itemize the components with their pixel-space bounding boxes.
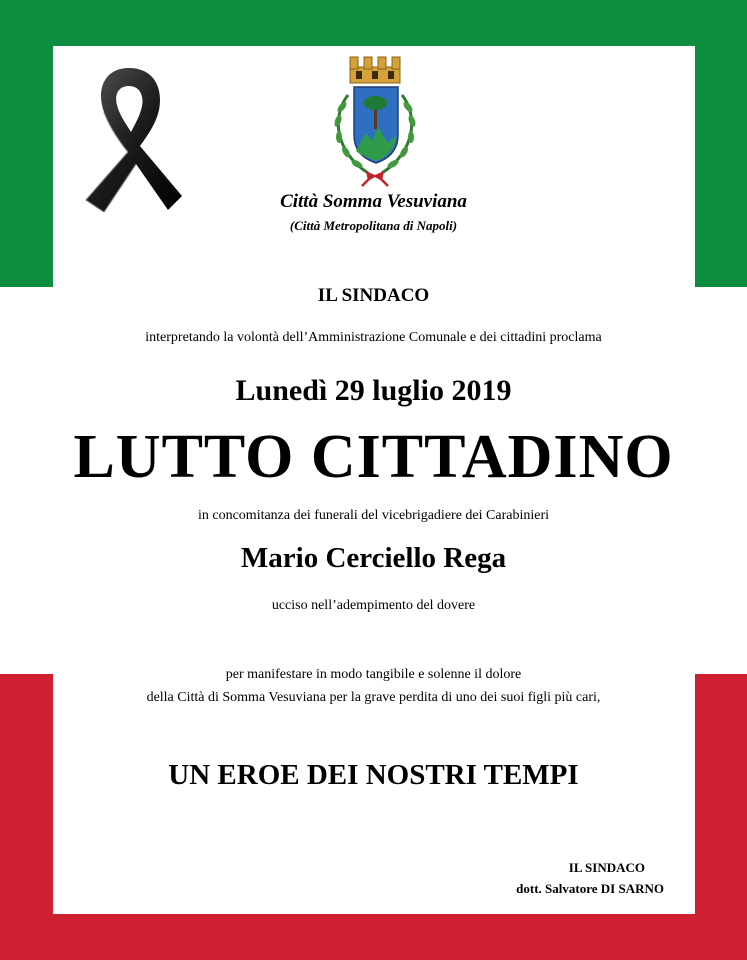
manifestare-line-2: della Città di Somma Vesuviana per la grave perdita di uno dei suoi figli più cari, xyxy=(146,690,601,705)
ucciso-text: ucciso nell’adempimento del dovere xyxy=(271,598,476,613)
honoree-name: Mario Cerciello Rega xyxy=(240,542,507,574)
signature-title: IL SINDACO xyxy=(568,860,645,875)
mourning-ribbon-icon xyxy=(74,60,184,212)
coat-of-arms-crest xyxy=(322,55,428,187)
eroe-headline: UN EROE DEI NOSTRI TEMPI xyxy=(168,759,579,791)
lutto-cittadino-headline: LUTTO CITTADINO xyxy=(73,423,674,491)
date-line: Lunedì 29 luglio 2019 xyxy=(235,374,512,407)
city-name: Città Somma Vesuviana xyxy=(280,191,467,212)
manifestare-line-1: per manifestare in modo tangibile e solenne il dolore xyxy=(225,667,522,682)
signature-name: dott. Salvatore DI SARNO xyxy=(516,881,664,896)
metro-subtitle: (Città Metropolitana di Napoli) xyxy=(289,218,458,233)
concomitanza-text: in concomitanza dei funerali del vicebrigadiere dei Carabinieri xyxy=(197,508,549,523)
proclama-text: interpretando la volontà dell’Amministrazione Comunale e dei cittadini proclama xyxy=(145,330,602,345)
sindaco-heading: IL SINDACO xyxy=(317,285,430,306)
